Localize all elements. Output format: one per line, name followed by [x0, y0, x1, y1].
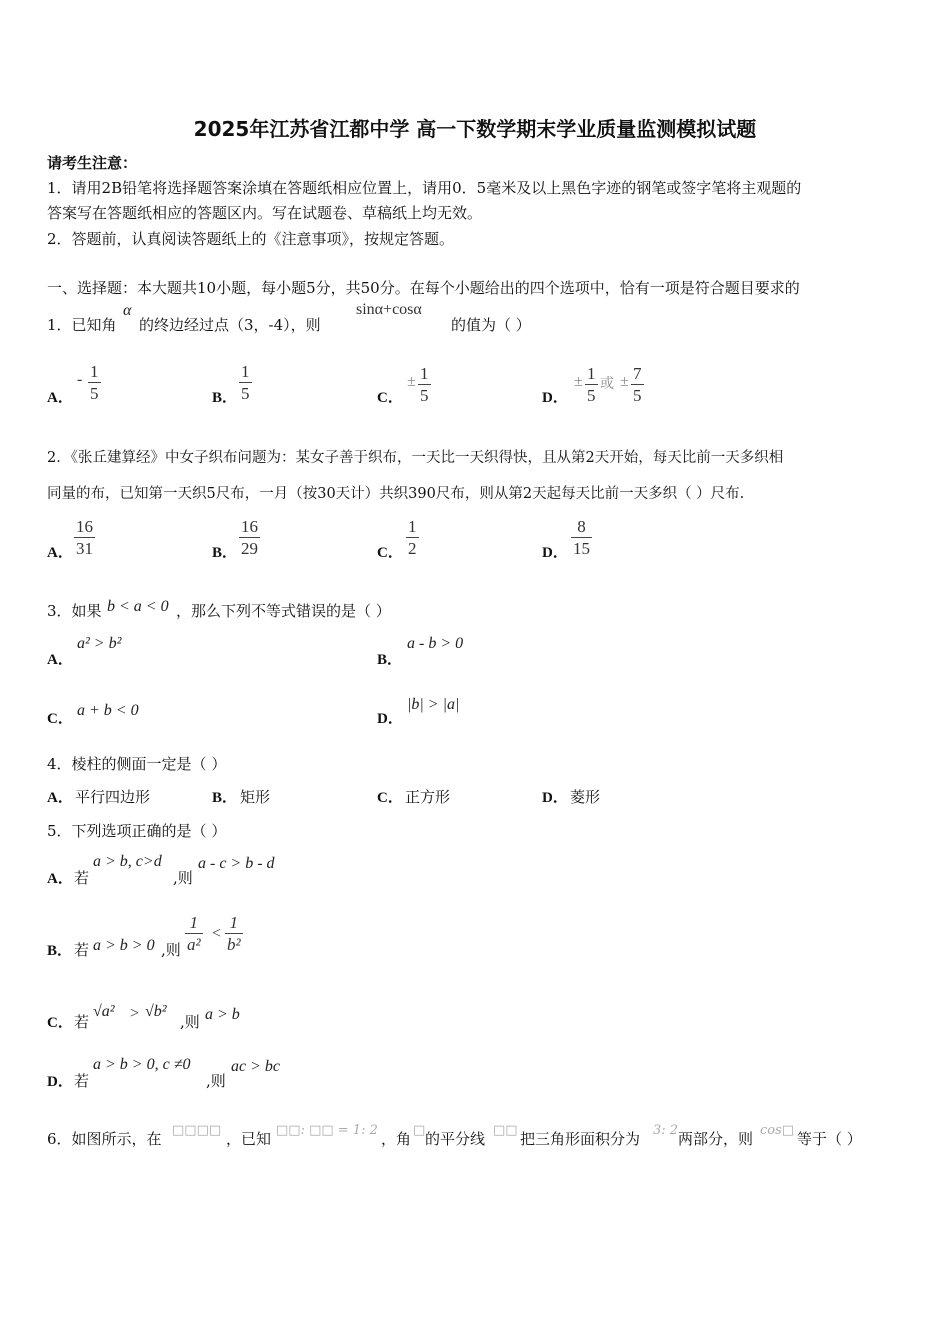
- q4-option-d-text: 菱形: [570, 788, 601, 806]
- q4-option-a-text: 平行四边形: [75, 788, 151, 806]
- q1-option-d-label[interactable]: D．: [542, 390, 568, 406]
- q2-stem-line1: 2．《张丘建算经》中女子织布问题为：某女子善于织布，一天比一天织得快，且从第2天开始，每天比前一天多织相: [47, 450, 784, 466]
- q5-option-b-den2: b²: [227, 935, 241, 954]
- section-heading: 一、选择题：本大题共10小题，每小题5分，共50分。在每个小题给出的四个选项中，恰有一项是符合题目要求的: [47, 279, 800, 297]
- q6-stem-part4: 的平分线: [425, 1130, 486, 1148]
- q6-stem-part2: ，已知: [226, 1130, 272, 1148]
- q1-option-c-den: 5: [420, 386, 429, 405]
- q5-option-a-ze: ,则: [173, 869, 193, 887]
- q5-option-d-label[interactable]: D．: [47, 1074, 73, 1090]
- q4-option-b-label[interactable]: B．: [212, 790, 238, 806]
- q5-option-a-cond: a > b, c>d: [93, 853, 162, 870]
- q6-ratio: □□: □□ = 1: 2: [276, 1123, 378, 1138]
- q2-option-b-den: 29: [241, 539, 258, 558]
- q1-stem-part3: 的值为（ ）: [451, 316, 531, 334]
- q6-parts: 3: 2: [653, 1123, 679, 1138]
- q2-option-d-num: 8: [571, 516, 592, 538]
- q5-option-a-concl: a - c > b - d: [198, 855, 275, 872]
- q6-cos: cos□: [760, 1123, 795, 1138]
- q1-option-a-num: 1: [90, 362, 99, 381]
- notice-line-1a: 1．请用2B铅笔将选择题答案涂填在答题纸相应位置上，请用0．5毫米及以上黑色字迹的钢笔或签字笔将主观题的: [47, 179, 802, 197]
- q2-option-d-label[interactable]: D．: [542, 545, 568, 561]
- q5-option-c-ze: ,则: [180, 1013, 200, 1031]
- q5-option-c-concl: a > b: [205, 1006, 240, 1023]
- q4-option-a-label[interactable]: A．: [47, 790, 73, 806]
- q1-option-b-fraction: [239, 361, 252, 404]
- page-title: 2025年江苏省江都中学 高一下数学期末学业质量监测模拟试题: [193, 117, 757, 141]
- q5-option-b-num1: 1: [185, 912, 203, 934]
- q1-option-d-num2: 7: [633, 364, 642, 383]
- q6-stem-part1: 6．如图所示，在: [47, 1130, 162, 1148]
- q2-option-a-den: 31: [76, 539, 93, 558]
- q1-option-d-den2: 5: [633, 386, 642, 405]
- q2-option-b-num: 16: [241, 517, 258, 536]
- q5-stem: 5．下列选项正确的是（ ）: [47, 822, 227, 840]
- q5-option-c-ruo: 若: [74, 1013, 90, 1031]
- q5-option-b-label[interactable]: B．: [47, 943, 73, 959]
- q5-option-d-ruo: 若: [74, 1072, 90, 1090]
- q3-option-c-expr: a + b < 0: [77, 702, 139, 719]
- q3-option-d-expr: |b| > |a|: [407, 696, 460, 713]
- q6-stem-part6: 两部分，则: [678, 1130, 754, 1148]
- q5-option-c-cond-left: √a²: [93, 1003, 115, 1020]
- q1-option-c-num: 1: [420, 364, 429, 383]
- q1-stem-part1: 1．已知角: [47, 316, 117, 334]
- q1-option-d-den1: 5: [587, 386, 596, 405]
- q1-option-a-sign: -: [77, 371, 83, 388]
- q3-stem-part2: ，那么下列不等式错误的是（ ）: [176, 602, 391, 620]
- q2-option-d-den: 15: [573, 539, 590, 558]
- q2-option-b-fraction: [239, 516, 260, 559]
- q4-option-b-text: 矩形: [240, 788, 271, 806]
- q1-option-c-fraction: [418, 363, 431, 406]
- q2-option-a-fraction: [74, 516, 95, 559]
- q5-option-c-cond-right: √b²: [145, 1003, 167, 1020]
- q6-stem-part3: ，角: [381, 1130, 412, 1148]
- q1-option-c-label[interactable]: C．: [377, 390, 403, 406]
- q3-stem-part1: 3．如果: [47, 602, 102, 620]
- q6-bisector: □□: [493, 1123, 518, 1138]
- q1-option-b-num: 1: [241, 362, 250, 381]
- q6-angle: □: [413, 1123, 426, 1138]
- q5-option-a-ruo: 若: [74, 869, 90, 887]
- q1-option-d-fraction2: [631, 363, 644, 406]
- q1-option-d-num1: 1: [587, 364, 596, 383]
- q5-option-b-num2: 1: [225, 912, 243, 934]
- q6-stem-part5: 把三角形面积分为: [520, 1130, 641, 1148]
- q1-option-d-fraction1: [585, 363, 598, 406]
- q5-option-b-lt: <: [212, 925, 222, 942]
- q1-option-b-label[interactable]: B．: [212, 390, 238, 406]
- q5-option-c-label[interactable]: C．: [47, 1015, 73, 1031]
- q3-option-b-expr: a - b > 0: [407, 635, 464, 652]
- q1-option-c-sign: ±: [407, 373, 416, 390]
- q4-option-c-label[interactable]: C．: [377, 790, 403, 806]
- q6-triangle: □□□□: [172, 1123, 222, 1138]
- q3-option-a-label[interactable]: A．: [47, 652, 73, 668]
- q2-option-c-num: 1: [408, 517, 417, 536]
- q5-option-b-den1: a²: [187, 935, 201, 954]
- q2-option-a-label[interactable]: A．: [47, 545, 73, 561]
- q5-option-d-ze: ,则: [206, 1072, 226, 1090]
- q1-stem-part2: 的终边经过点（3，-4），则: [139, 316, 321, 334]
- q5-option-a-label[interactable]: A．: [47, 871, 73, 887]
- notice-line-2: 2．答题前，认真阅读答题纸上的《注意事项》，按规定答题。: [47, 230, 455, 248]
- q2-option-c-den: 2: [408, 539, 417, 558]
- q1-option-b-den: 5: [241, 384, 250, 403]
- q1-option-a-label[interactable]: A．: [47, 390, 73, 406]
- q4-option-d-label[interactable]: D．: [542, 790, 568, 806]
- q5-option-b-ze: ,则: [161, 941, 181, 959]
- q5-option-b-fraction2: [225, 912, 243, 955]
- q5-option-d-concl: ac > bc: [231, 1058, 280, 1075]
- q3-condition: b < a < 0: [107, 598, 169, 615]
- q2-option-d-fraction: [571, 516, 592, 559]
- q1-option-d-sign1: ±: [574, 373, 583, 390]
- q2-option-c-fraction: [406, 516, 419, 559]
- q1-option-d-sign2: ±: [620, 373, 629, 390]
- q5-option-b-ruo: 若: [74, 941, 90, 959]
- q3-option-a-expr: a² > b²: [77, 635, 122, 652]
- notice-heading: 请考生注意：: [47, 154, 138, 172]
- q3-option-d-label[interactable]: D．: [377, 711, 403, 727]
- q1-option-a-fraction: [88, 361, 101, 404]
- q1-expression: sinα+cosα: [356, 301, 422, 318]
- q4-stem: 4．棱柱的侧面一定是（ ）: [47, 755, 227, 773]
- q1-option-a-den: 5: [90, 384, 99, 403]
- q1-option-d-or: 或: [600, 377, 614, 392]
- q2-option-a-num: 16: [76, 517, 93, 536]
- q2-option-c-label[interactable]: C．: [377, 545, 403, 561]
- q5-option-b-cond: a > b > 0: [93, 937, 155, 954]
- q2-option-b-label[interactable]: B．: [212, 545, 238, 561]
- q3-option-b-label[interactable]: B．: [377, 652, 403, 668]
- q2-stem-line2: 同量的布，已知第一天织5尺布，一月（按30天计）共织390尺布，则从第2天起每天比前一天多织（ ）尺布.: [47, 486, 745, 502]
- q5-option-b-fraction1: [185, 912, 203, 955]
- q1-alpha: α: [123, 302, 132, 319]
- q6-stem-part7: 等于（ ）: [797, 1130, 862, 1148]
- q5-option-d-cond: a > b > 0, c ≠0: [93, 1056, 191, 1073]
- notice-line-1b: 答案写在答题纸相应的答题区内。写在试题卷、草稿纸上均无效。: [47, 204, 483, 222]
- q3-option-c-label[interactable]: C．: [47, 711, 73, 727]
- q4-option-c-text: 正方形: [405, 788, 451, 806]
- q5-option-c-gt: >: [130, 1005, 140, 1022]
